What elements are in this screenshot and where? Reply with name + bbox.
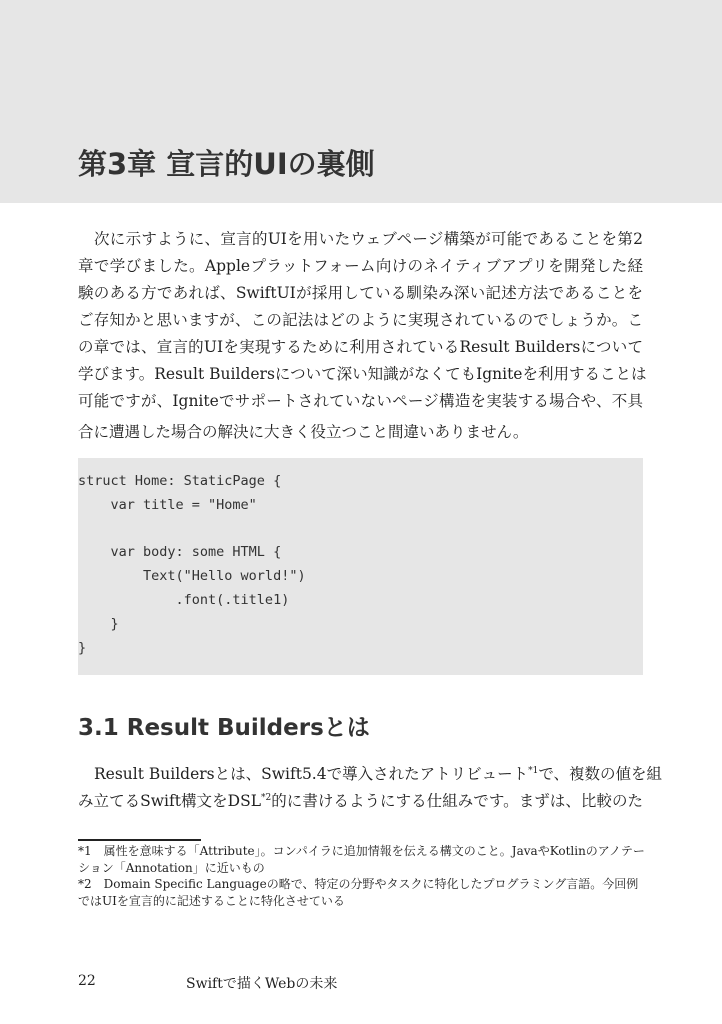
text-segment: Result Buildersとは、Swift5.4で導入されたアトリビュート xyxy=(94,765,529,783)
text-line: 験のある方であれば、SwiftUIが採用している馴染み深い記述方法であることを xyxy=(78,284,643,302)
footnote-ref[interactable]: *1 xyxy=(528,765,539,776)
text-line xyxy=(78,761,663,788)
footnote-line: *2 Domain Specific Languageの略で、特定の分野やタスクに特化したプログラミング言語。今回例 xyxy=(78,877,639,891)
text-segment: み立てるSwift構文をDSL xyxy=(78,792,261,810)
footnote-divider xyxy=(78,839,201,841)
text-segment: 的に書けるようにする仕組みです。まずは、比較のた xyxy=(271,792,643,810)
text-line: 可能ですが、Igniteでサポートされていないページ構造を実装する場合や、不具 xyxy=(78,392,643,410)
footnote-line: ではUIを宣言的に記述することに特化させている xyxy=(78,893,345,908)
text-line xyxy=(78,788,643,815)
section-paragraph xyxy=(78,761,663,815)
text-line: ご存知かと思いますが、この記法はどのように実現されているのでしょうか。こ xyxy=(78,311,643,329)
footnote-line: ション「Annotation」に近いもの xyxy=(78,860,265,875)
section-title: 3.1 Result Buildersとは xyxy=(78,715,370,741)
chapter-title: 第3章 宣言的UIの裏側 xyxy=(78,147,375,181)
footnotes xyxy=(78,843,643,909)
footnote-ref[interactable]: *2 xyxy=(260,792,272,803)
code-block xyxy=(78,458,643,675)
text-line: 学びます。Result Buildersについて深い知識がなくてもIgniteを利用することは xyxy=(78,365,647,383)
text-segment: で、複数の値を組 xyxy=(538,765,663,783)
book-title: Swiftで描くWebの未来 xyxy=(186,976,338,992)
code-text: struct Home: StaticPage { var title = "Home" var body: some HTML { Text("Hello world!") .font(.title1) } } xyxy=(78,473,306,656)
page-number: 22 xyxy=(78,973,96,989)
text-line: 章で学びました。Appleプラットフォーム向けのネイティブアプリを開発した経 xyxy=(78,257,643,275)
footnote-line: *1 属性を意味する「Attribute」。コンパイラに追加情報を伝える構文のこと。JavaやKotlinのアノテー xyxy=(78,844,645,858)
text-line: 次に示すように、宣言的UIを用いたウェブページ構築が可能であることを第2 xyxy=(94,230,643,248)
text-line: の章では、宣言的UIを実現するために利用されているResult Buildersについて xyxy=(78,338,643,356)
intro-paragraph xyxy=(78,226,647,446)
text-line: 合に遭遇した場合の解決に大きく役立つこと間違いありません。 xyxy=(78,423,529,441)
